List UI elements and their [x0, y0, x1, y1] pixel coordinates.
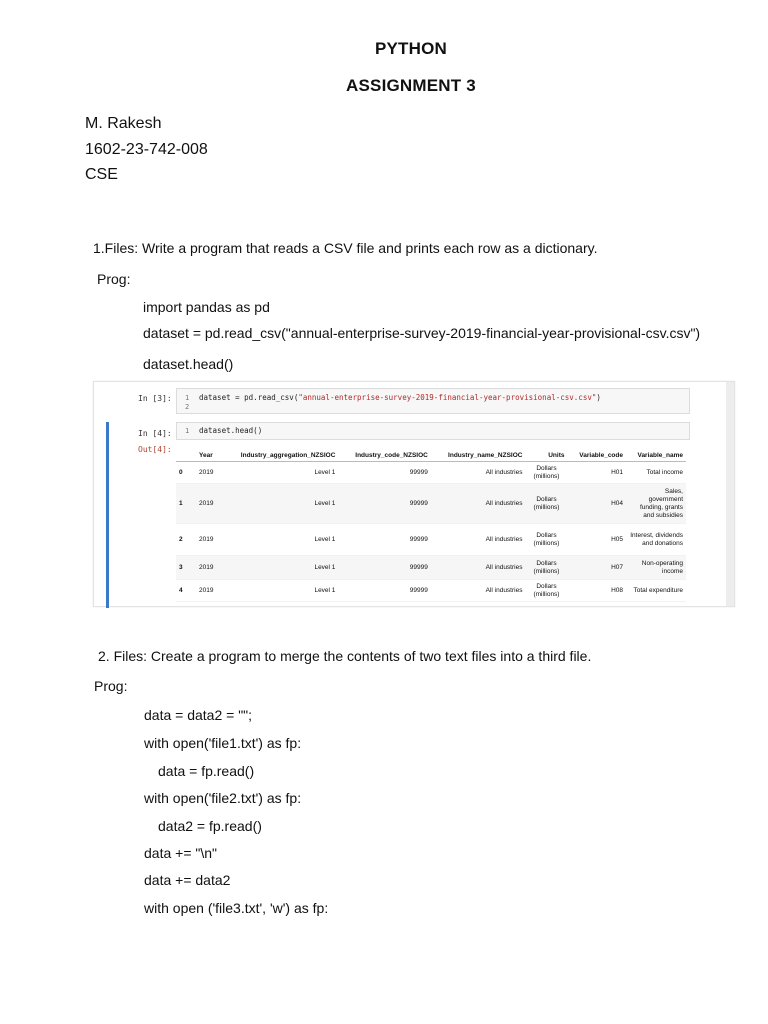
table-cell: All industries	[431, 556, 526, 580]
row-index: 0	[176, 462, 196, 484]
table-cell: Level 1	[220, 462, 338, 484]
table-cell: H05	[567, 524, 626, 556]
q2-code-line: data = data2 = "";	[144, 707, 253, 723]
table-cell: All industries	[431, 580, 526, 602]
code-text: )	[596, 393, 601, 402]
line-number: 1	[185, 427, 190, 435]
notebook-screenshot	[93, 381, 735, 607]
cell2-code: dataset.head()	[199, 426, 263, 435]
row-index: 4	[176, 580, 196, 602]
table-cell: Total expenditure	[626, 580, 686, 602]
table-cell: Dollars (millions)	[525, 580, 567, 602]
row-index: 2	[176, 524, 196, 556]
q2-code-line: data += data2	[144, 872, 231, 888]
table-cell: All industries	[431, 484, 526, 524]
author-dept: CSE	[85, 166, 118, 183]
table-row	[176, 462, 686, 484]
table-cell: 99999	[338, 556, 430, 580]
author-roll: 1602-23-742-008	[85, 141, 208, 158]
cell1-code	[199, 393, 601, 402]
table-header-row	[176, 450, 686, 462]
q1-question: 1.Files: Write a program that reads a CSV file and prints each row as a dictionary.	[93, 240, 598, 256]
table-cell: Dollars (millions)	[525, 524, 567, 556]
table-cell: H04	[567, 484, 626, 524]
table-row	[176, 556, 686, 580]
table-cell: Level 1	[220, 580, 338, 602]
table-cell: 2019	[196, 524, 220, 556]
table-cell: Level 1	[220, 556, 338, 580]
q2-code-line: data += "\n"	[144, 845, 217, 861]
column-header: Variable_name	[626, 450, 686, 462]
table-cell: 2019	[196, 556, 220, 580]
row-index: 3	[176, 556, 196, 580]
q2-code-line: data = fp.read()	[158, 763, 255, 779]
q2-prog-label: Prog:	[94, 678, 128, 694]
table-cell: H08	[567, 580, 626, 602]
q2-code-line: data2 = fp.read()	[158, 818, 262, 834]
cell2-input[interactable]	[176, 422, 690, 440]
table-cell: Sales, government funding, grants and subsidies	[626, 484, 686, 524]
code-text: dataset = pd.read_csv(	[199, 393, 299, 402]
table-cell: 99999	[338, 462, 430, 484]
column-header: Variable_code	[567, 450, 626, 462]
table-cell: 2019	[196, 484, 220, 524]
table-cell: Dollars (millions)	[525, 484, 567, 524]
row-index: 1	[176, 484, 196, 524]
q2-code-line: with open('file2.txt') as fp:	[144, 790, 302, 806]
q1-code-line: import pandas as pd	[143, 299, 270, 315]
table-cell: 99999	[338, 524, 430, 556]
dataframe-table	[176, 450, 686, 602]
column-header: Year	[196, 450, 220, 462]
table-row	[176, 524, 686, 556]
table-cell: H07	[567, 556, 626, 580]
table-cell: Interest, dividends and donations	[626, 524, 686, 556]
q2-code-line: with open('file1.txt') as fp:	[144, 735, 302, 751]
column-header	[176, 450, 196, 462]
table-cell: Non-operating income	[626, 556, 686, 580]
table-cell: Total income	[626, 462, 686, 484]
cell2-output-prompt: Out[4]:	[138, 445, 172, 454]
column-header: Units	[525, 450, 567, 462]
q1-code-line: dataset.head()	[143, 356, 234, 372]
cell2-prompt: In [4]:	[138, 429, 172, 438]
notebook-scroll-strip	[726, 382, 734, 606]
cell1-prompt: In [3]:	[138, 394, 172, 403]
q1-code-line: dataset = pd.read_csv("annual-enterprise-survey-2019-financial-year-provisional-csv.csv")	[143, 325, 701, 341]
q2-question: 2. Files: Create a program to merge the contents of two text files into a third file.	[98, 648, 592, 664]
author-name: M. Rakesh	[85, 115, 162, 132]
title-python: PYTHON	[374, 39, 448, 58]
column-header: Industry_name_NZSIOC	[431, 450, 526, 462]
table-cell: Dollars (millions)	[525, 556, 567, 580]
column-header: Industry_aggregation_NZSIOC	[220, 450, 338, 462]
column-header: Industry_code_NZSIOC	[338, 450, 430, 462]
line-number: 1	[185, 394, 190, 402]
q1-prog-label: Prog:	[97, 271, 131, 287]
table-row	[176, 484, 686, 524]
active-cell-indicator	[106, 422, 109, 608]
table-cell: 2019	[196, 580, 220, 602]
table-row	[176, 580, 686, 602]
table-cell: H01	[567, 462, 626, 484]
code-string: "annual-enterprise-survey-2019-financial-year-provisional-csv.csv"	[298, 393, 597, 402]
cell1-input[interactable]	[176, 388, 690, 414]
table-cell: Dollars (millions)	[525, 462, 567, 484]
q2-code-line: with open ('file3.txt', 'w') as fp:	[144, 900, 329, 916]
table-cell: Level 1	[220, 484, 338, 524]
line-number: 2	[185, 403, 190, 411]
table-cell: All industries	[431, 524, 526, 556]
title-assignment: ASSIGNMENT 3	[346, 76, 476, 95]
table-cell: 99999	[338, 484, 430, 524]
table-cell: All industries	[431, 462, 526, 484]
table-cell: 99999	[338, 580, 430, 602]
table-cell: 2019	[196, 462, 220, 484]
table-cell: Level 1	[220, 524, 338, 556]
